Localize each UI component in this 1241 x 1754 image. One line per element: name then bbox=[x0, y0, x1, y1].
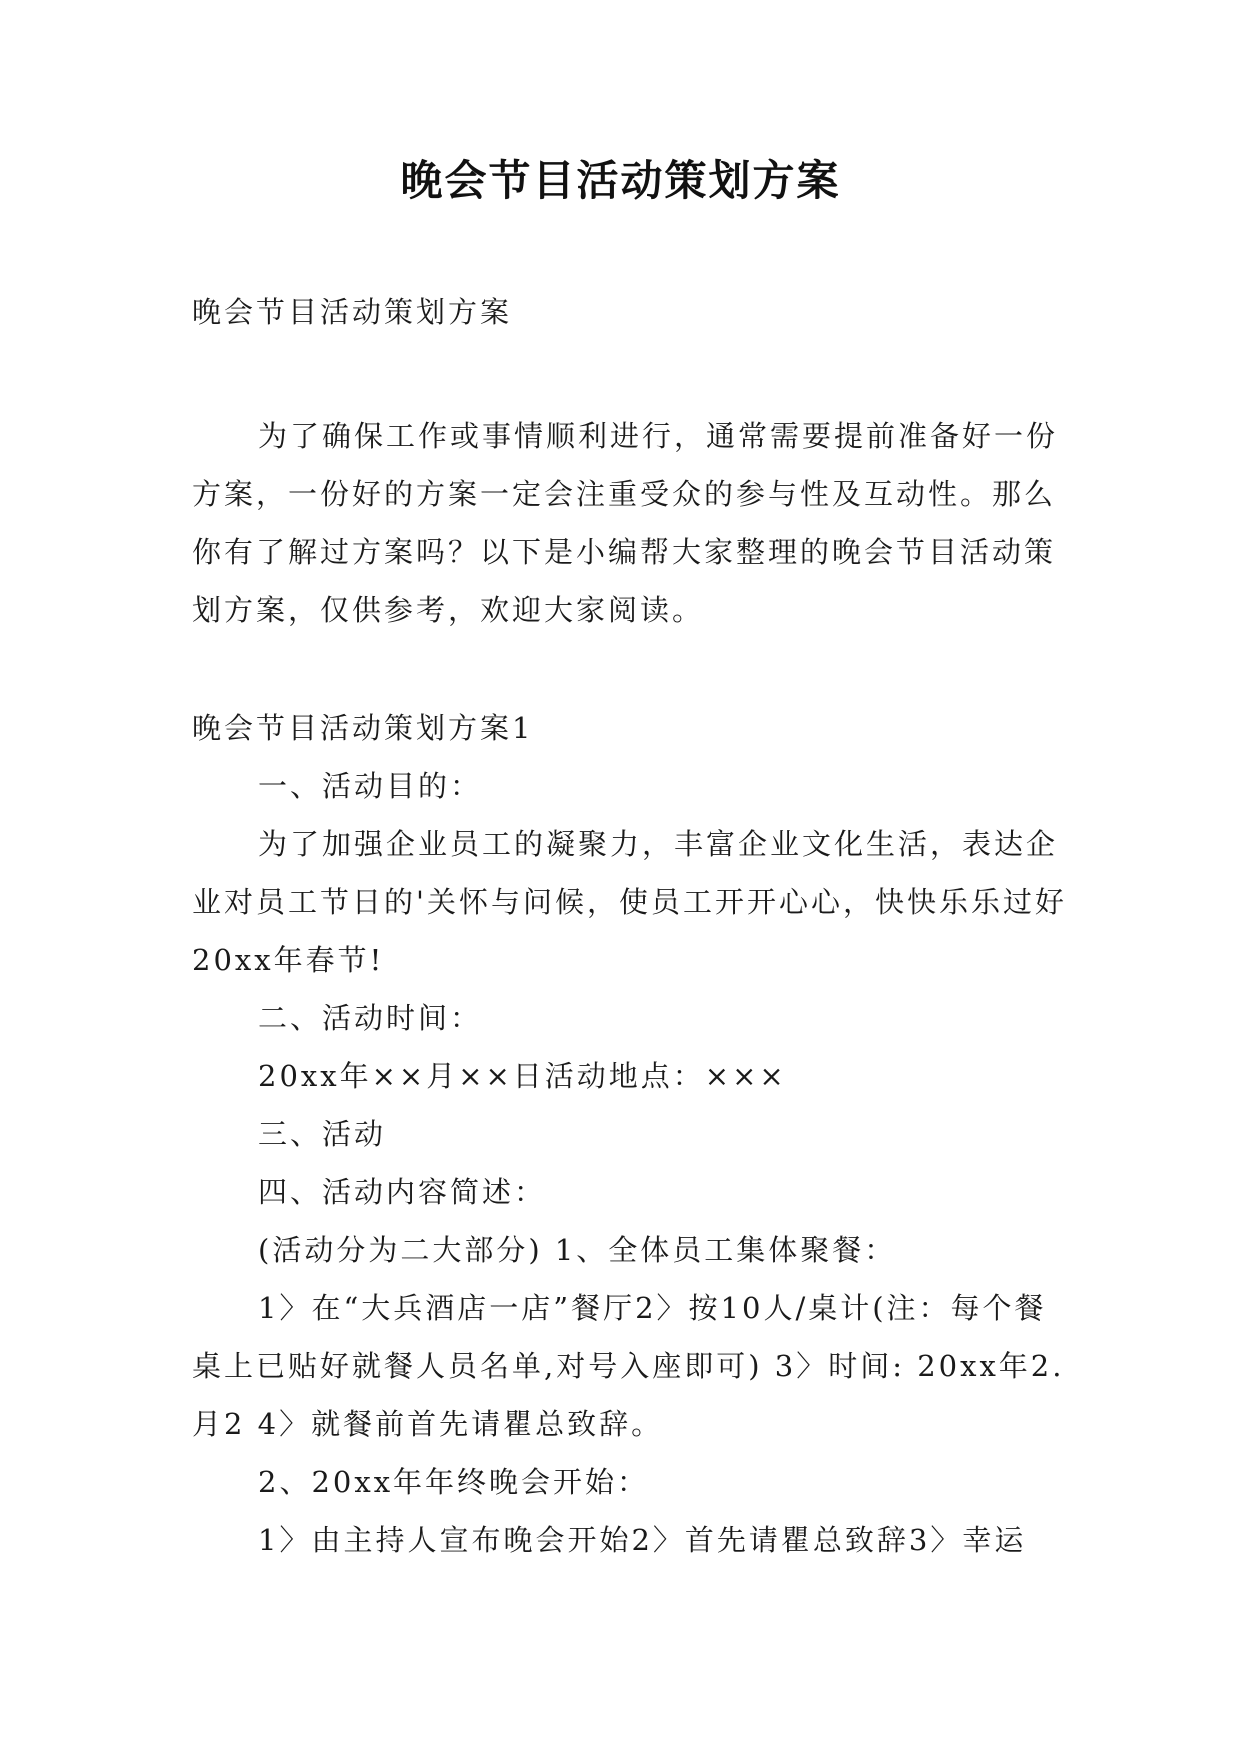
paragraph: 1〉在“大兵酒店一店”餐厅2〉按10人/桌计(注：每个餐桌上已贴好就餐人员名单,对号入座即可) 3〉时间: 20xx年2.月2 4〉就餐前首先请瞿总致辞。 bbox=[192, 1291, 1065, 1441]
paragraph: 20xx年××月××日活动地点：××× bbox=[258, 1059, 787, 1093]
document-body bbox=[192, 699, 1076, 1569]
paragraph: 二、活动时间： bbox=[258, 1001, 483, 1035]
intro-paragraph: 为了确保工作或事情顺利进行，通常需要提前准备好一份方案，一份好的方案一定会注重受众的参与性及互动性。那么你有了解过方案吗？以下是小编帮大家整理的晚会节目活动策划方案，仅供参考，欢迎大家阅读。 bbox=[192, 419, 1059, 627]
paragraph: 1〉由主持人宣布晚会开始2〉首先请瞿总致辞3〉幸运 bbox=[258, 1523, 1027, 1557]
paragraph: 2、20xx年年终晚会开始： bbox=[258, 1465, 650, 1499]
paragraph: 为了加强企业员工的凝聚力，丰富企业文化生活，表达企业对员工节日的'关怀与问候，使员工开开心心，快快乐乐过好20xx年春节! bbox=[192, 827, 1067, 977]
document-subtitle: 晚会节目活动策划方案 bbox=[192, 295, 513, 329]
paragraph: 一、活动目的： bbox=[258, 769, 483, 803]
paragraph: 三、活动 bbox=[258, 1117, 387, 1151]
paragraph: 四、活动内容简述： bbox=[258, 1175, 547, 1209]
section-heading: 晚会节目活动策划方案1 bbox=[192, 711, 534, 745]
paragraph: (活动分为二大部分) 1、全体员工集体聚餐： bbox=[258, 1233, 897, 1267]
document-title: 晚会节目活动策划方案 bbox=[400, 156, 841, 205]
